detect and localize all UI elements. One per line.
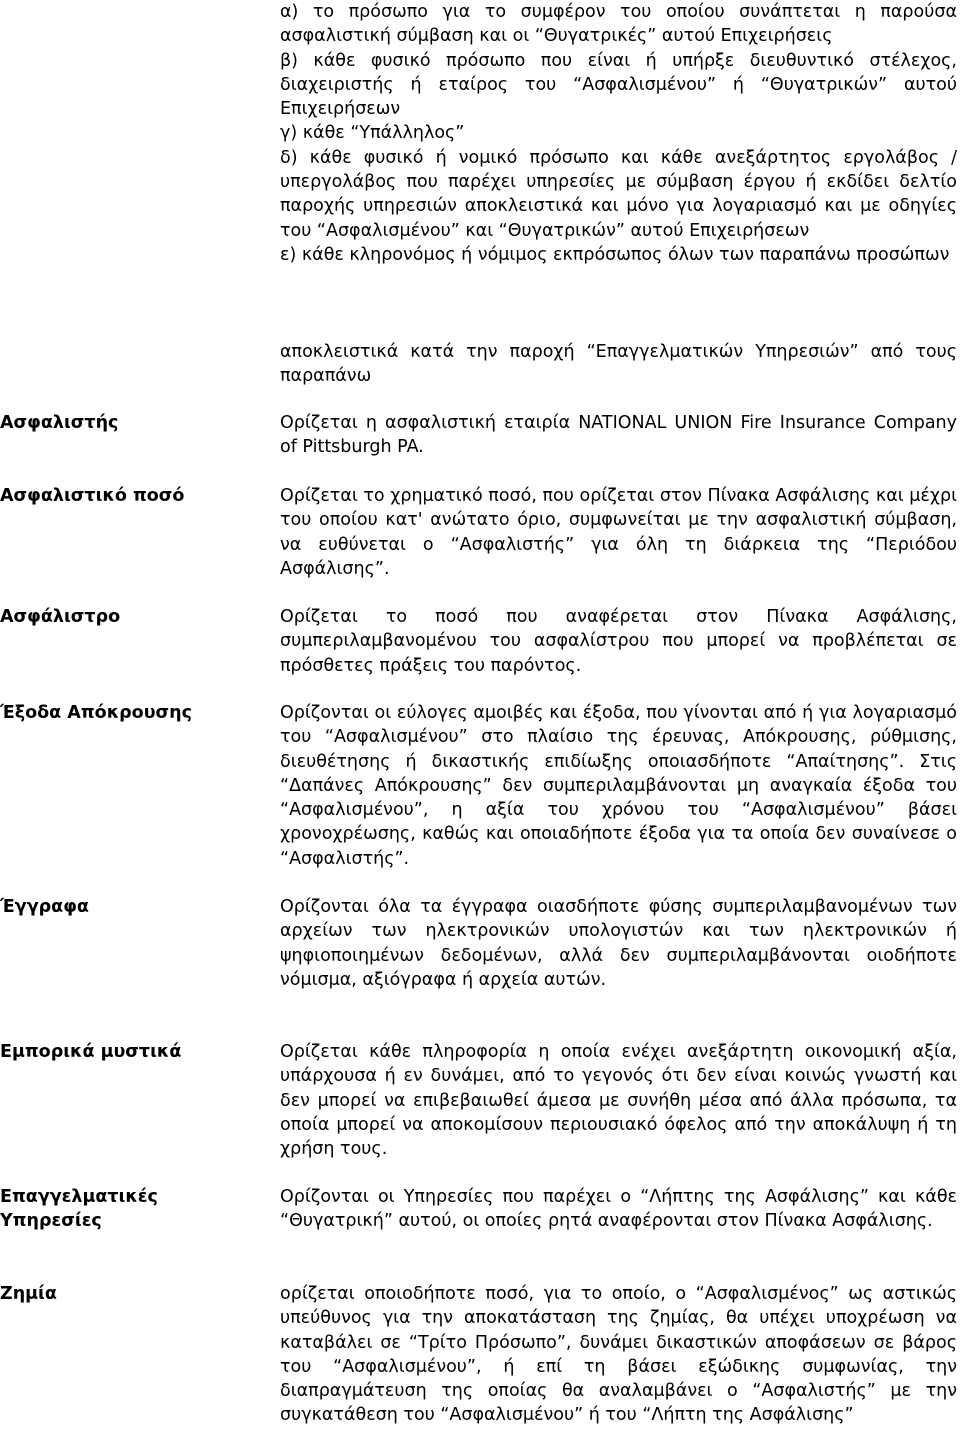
definition-trade-secrets — [280, 1040, 957, 1161]
term-sum-insured: Ασφαλιστικό ποσό — [0, 486, 185, 506]
definition-insurer — [280, 411, 957, 460]
term-loss: Ζημία — [0, 1284, 57, 1304]
list-note: αποκλειστικά κατά την παροχή “Επαγγελματικών Υπηρεσιών” από τους παραπάνω — [280, 342, 957, 387]
list-item-c: γ) κάθε “Υπάλληλος” — [280, 123, 465, 144]
definition-text: Ορίζεται το ποσό που αναφέρεται στον Πίνακα Ασφάλισης, συμπεριλαμβανομένου του ασφαλίστρου που μπορεί να προβλέπεται σε πρόσθετες πράξεις του παρόντος. — [280, 607, 957, 676]
definition-premium — [280, 605, 957, 678]
term-professional-services: Επαγγελματικές Υπηρεσίες — [0, 1187, 158, 1232]
definition-text: Ορίζονται οι Υπηρεσίες που παρέχει ο “Λήπτης της Ασφάλισης” και κάθε “Θυγατρική” αυτού, οι οποίες ρητά αναφέρονται στον Πίνακα Ασφάλισης. — [280, 1187, 957, 1232]
list-item-a: α) το πρόσωπο για το συμφέρον του οποίου συνάπτεται η παρούσα ασφαλιστική σύμβαση και οι “Θυγατρικές” αυτού Επιχειρήσεις — [280, 2, 957, 47]
definition-documents — [280, 895, 957, 992]
definition-text: Ορίζονται οι εύλογες αμοιβές και έξοδα, που γίνονται από ή για λογαριασμό του “Ασφαλισμένου” στο πλαίσιο της έρευνας, Απόκρουσης, ρύθμισης, διευθέτησης ή δικαστικής επιδίωξης οποιασδήποτε “Απαίτησης”. Στις “Δαπάνες Απόκρουσης” δεν συμπεριλαμβάνονται μη αναγκαία έξοδα του “Ασφαλισμένου”, η αξία του χρόνου του “Ασφαλισμένου” βάσει χρονοχρέωσης, καθώς και οποιαδήποτε έξοδα για τα οποία δεν συναίνεσε ο “Ασφαλιστής”. — [280, 703, 957, 869]
term-premium: Ασφάλιστρο — [0, 607, 121, 627]
list-item-d: δ) κάθε φυσικό ή νομικό πρόσωπο και κάθε ανεξάρτητος εργολάβος / υπεργολάβος που παρέχει υπηρεσίες με σύμβαση έργου ή εκδίδει δελτίο παροχής υπηρεσιών αποκλειστικά και μόνο για λογαριασμό και με οδηγίες του “Ασφαλισμένου” και “Θυγατρικών” αυτού Επιχειρήσεων — [280, 147, 957, 241]
definition-loss — [280, 1282, 957, 1428]
definition-text: Ορίζεται το χρηματικό ποσό, που ορίζεται στον Πίνακα Ασφάλισης και μέχρι του οποίου κατ' ανώτατο όριο, συμφωνείται με την ασφαλιστική σύμβαση, να ευθύνεται ο “Ασφαλιστής” για όλη τη διάρκεια της “Περιόδου Ασφάλισης”. — [280, 486, 957, 579]
term-insurer: Ασφαλιστής — [0, 413, 119, 433]
list-item-e: ε) κάθε κληρονόμος ή νόμιμος εκπρόσωπος όλων των παραπάνω προσώπων — [280, 244, 950, 265]
definition-professional-services — [280, 1185, 957, 1234]
list-item-b: β) κάθε φυσικό πρόσωπο που είναι ή υπήρξε διευθυντικό στέλεχος, διαχειριστής ή εταίρος του “Ασφαλισμένου” ή “Θυγατρικών” αυτού Επιχειρήσεων — [280, 50, 957, 120]
insured-persons-list — [280, 0, 957, 267]
definition-text: Ορίζονται όλα τα έγγραφα οιασδήποτε φύσης συμπεριλαμβανομένων των αρχείων των ηλεκτρονικών υπολογιστών και των ηλεκτρονικών ή ψηφιοποιημένων δεδομένων, αλλά δεν συμπεριλαμβάνονται οιοδήποτε νόμισμα, αξιόγραφα ή αρχεία αυτών. — [280, 897, 957, 990]
term-defence-costs: Έξοδα Απόκρουσης — [0, 703, 192, 723]
definition-text: Ορίζεται κάθε πληροφορία η οποία ενέχει ανεξάρτητη οικονομική αξία, υπάρχουσα ή εν δυνάμει, από το γεγονός ότι δεν είναι κοινώς γνωστή και δεν μπορεί να επιβεβαιωθεί άμεσα με συνήθη μέσα από άλλα πρόσωπα, τα οποία μπορεί να αποκομίσουν περιουσιακό όφελος από την αποκάλυψη ή τη χρήση τους. — [280, 1042, 957, 1160]
definition-sum-insured — [280, 484, 957, 581]
term-documents: Έγγραφα — [0, 897, 89, 917]
term-trade-secrets: Εμπορικά μυστικά — [0, 1042, 182, 1062]
definition-defence-costs — [280, 701, 957, 871]
definition-text: ορίζεται οποιοδήποτε ποσό, για το οποίο, ο “Ασφαλισμένος” ως αστικώς υπεύθυνος για την αποκατάσταση της ζημίας, θα υπέχει υποχρέωση να καταβάλει σε “Τρίτο Πρόσωπο”, δυνάμει δικαστικών αποφάσεων σε βάρος του “Ασφαλισμένου”, ή επί τη βάσει εξώδικης συμφωνίας, την διαπραγμάτευση της οποίας θα αναλαμβάνει ο “Ασφαλιστής” με την συγκατάθεση του “Ασφαλισμένου” ή του “Λήπτη της Ασφάλισης” — [280, 1284, 957, 1426]
definition-text: Ορίζεται η ασφαλιστική εταιρία NATIONAL UNION Fire Insurance Company of Pittsburgh PA. — [280, 413, 957, 458]
insured-persons-note — [280, 340, 957, 389]
